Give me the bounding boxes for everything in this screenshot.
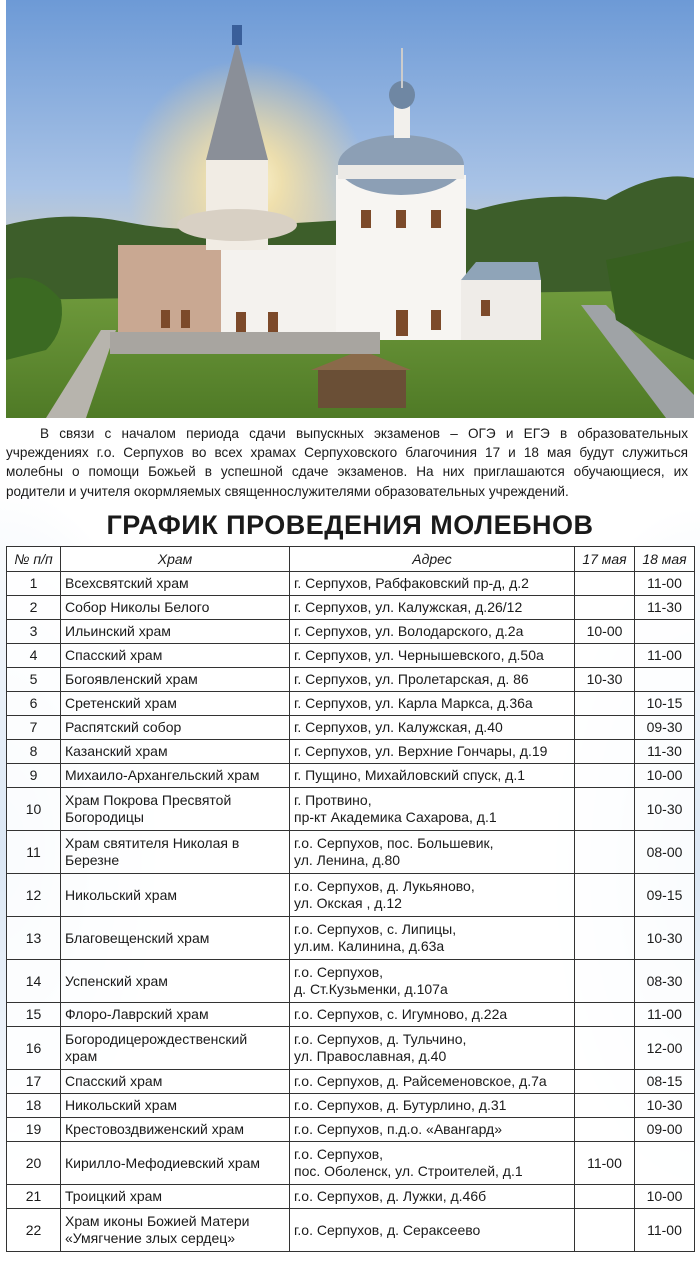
time-may17	[575, 1118, 635, 1142]
table-row	[7, 644, 695, 668]
row-number: 12	[7, 874, 61, 917]
table-row	[7, 1118, 695, 1142]
header-church: Храм	[61, 547, 290, 572]
church-address: г.о. Серпухов, с. Игумново, д.22а	[290, 1003, 575, 1027]
time-may17: 11-00	[575, 1142, 635, 1185]
church-address: г.о. Серпухов, п.д.о. «Авангард»	[290, 1118, 575, 1142]
intro-paragraph: В связи с началом периода сдачи выпускных экзаменов – ОГЭ и ЕГЭ в образовательных учреждениях г.о. Серпухов во всех храмах Серпуховского благочиния 17 и 18 мая будут служиться молебны о помощи Божьей в успешной сдаче экзаменов. На них приглашаются обучающиеся, их родители и учителя окормляемых священнослужителями образовательных учреждений.	[6, 426, 688, 499]
table-row	[7, 692, 695, 716]
church-photo	[6, 0, 694, 418]
time-may18: 10-00	[635, 1185, 695, 1209]
table-row	[7, 917, 695, 960]
row-number: 16	[7, 1027, 61, 1070]
church-address: г.о. Серпухов, д. Бутурлино, д.31	[290, 1094, 575, 1118]
row-number: 1	[7, 572, 61, 596]
church-name: Богоявленский храм	[61, 668, 290, 692]
church-address: г.о. Серпухов, д. Сераксеево	[290, 1209, 575, 1252]
time-may18: 08-15	[635, 1070, 695, 1094]
church-name: Храм иконы Божией Матери «Умягчение злых сердец»	[61, 1209, 290, 1252]
church-address: г. Серпухов, ул. Пролетарская, д. 86	[290, 668, 575, 692]
table-row	[7, 740, 695, 764]
time-may17	[575, 1209, 635, 1252]
row-number: 4	[7, 644, 61, 668]
time-may17	[575, 874, 635, 917]
time-may18	[635, 1142, 695, 1185]
church-name: Всехсвятский храм	[61, 572, 290, 596]
time-may18: 10-30	[635, 788, 695, 831]
time-may17	[575, 917, 635, 960]
table-row	[7, 831, 695, 874]
time-may17	[575, 596, 635, 620]
time-may18: 09-30	[635, 716, 695, 740]
table-row	[7, 596, 695, 620]
time-may17	[575, 1027, 635, 1070]
table-row	[7, 874, 695, 917]
church-name: Флоро-Лаврский храм	[61, 1003, 290, 1027]
time-may17	[575, 572, 635, 596]
table-row	[7, 1185, 695, 1209]
church-address: г. Серпухов, ул. Калужская, д.40	[290, 716, 575, 740]
church-address: г.о. Серпухов, пос. Большевик, ул. Ленина, д.80	[290, 831, 575, 874]
church-address: г.о. Серпухов, д. Лужки, д.46б	[290, 1185, 575, 1209]
time-may17	[575, 692, 635, 716]
time-may17	[575, 1094, 635, 1118]
table-row	[7, 1142, 695, 1185]
church-name: Спасский храм	[61, 644, 290, 668]
time-may18: 10-30	[635, 917, 695, 960]
church-name: Михаило-Архангельский храм	[61, 764, 290, 788]
church-address: г. Серпухов, Рабфаковский пр-д, д.2	[290, 572, 575, 596]
time-may18: 10-00	[635, 764, 695, 788]
church-name: Крестовоздвиженский храм	[61, 1118, 290, 1142]
table-row	[7, 764, 695, 788]
church-name: Троицкий храм	[61, 1185, 290, 1209]
row-number: 15	[7, 1003, 61, 1027]
church-address: г. Серпухов, ул. Верхние Гончары, д.19	[290, 740, 575, 764]
time-may18: 08-00	[635, 831, 695, 874]
time-may18: 11-00	[635, 1003, 695, 1027]
table-header-row	[7, 547, 695, 572]
table-row	[7, 1003, 695, 1027]
schedule-title: ГРАФИК ПРОВЕДЕНИЯ МОЛЕБНОВ	[106, 510, 594, 540]
time-may18: 10-30	[635, 1094, 695, 1118]
row-number: 8	[7, 740, 61, 764]
row-number: 9	[7, 764, 61, 788]
church-address: г. Протвино, пр-кт Академика Сахарова, д.1	[290, 788, 575, 831]
row-number: 6	[7, 692, 61, 716]
church-name: Храм Покрова Пресвятой Богородицы	[61, 788, 290, 831]
header-may18: 18 мая	[635, 547, 695, 572]
time-may18: 12-00	[635, 1027, 695, 1070]
church-address: г. Серпухов, ул. Чернышевского, д.50а	[290, 644, 575, 668]
time-may17	[575, 1003, 635, 1027]
row-number: 22	[7, 1209, 61, 1252]
time-may17	[575, 716, 635, 740]
church-name: Успенский храм	[61, 960, 290, 1003]
time-may17	[575, 764, 635, 788]
church-address: г.о. Серпухов, с. Липицы, ул.им. Калинина, д.63а	[290, 917, 575, 960]
church-name: Собор Николы Белого	[61, 596, 290, 620]
time-may18	[635, 620, 695, 644]
church-name: Благовещенский храм	[61, 917, 290, 960]
row-number: 13	[7, 917, 61, 960]
church-address: г. Пущино, Михайловский спуск, д.1	[290, 764, 575, 788]
time-may17: 10-00	[575, 620, 635, 644]
time-may18	[635, 668, 695, 692]
church-address: г.о. Серпухов, д. Тульчино, ул. Православная, д.40	[290, 1027, 575, 1070]
table-row	[7, 960, 695, 1003]
time-may18: 11-30	[635, 596, 695, 620]
header-address: Адрес	[290, 547, 575, 572]
church-name: Храм святителя Николая в Березне	[61, 831, 290, 874]
church-name: Кирилло-Мефодиевский храм	[61, 1142, 290, 1185]
church-address: г. Серпухов, ул. Калужская, д.26/12	[290, 596, 575, 620]
church-name: Никольский храм	[61, 874, 290, 917]
row-number: 10	[7, 788, 61, 831]
time-may17: 10-30	[575, 668, 635, 692]
row-number: 3	[7, 620, 61, 644]
church-name: Казанский храм	[61, 740, 290, 764]
time-may17	[575, 788, 635, 831]
row-number: 7	[7, 716, 61, 740]
row-number: 5	[7, 668, 61, 692]
table-row	[7, 788, 695, 831]
table-row	[7, 668, 695, 692]
row-number: 21	[7, 1185, 61, 1209]
row-number: 20	[7, 1142, 61, 1185]
row-number: 17	[7, 1070, 61, 1094]
time-may17	[575, 1070, 635, 1094]
time-may17	[575, 740, 635, 764]
table-row	[7, 1070, 695, 1094]
time-may18: 10-15	[635, 692, 695, 716]
row-number: 11	[7, 831, 61, 874]
church-name: Распятский собор	[61, 716, 290, 740]
time-may18: 11-00	[635, 644, 695, 668]
table-row	[7, 1094, 695, 1118]
row-number: 19	[7, 1118, 61, 1142]
church-name: Ильинский храм	[61, 620, 290, 644]
church-name: Богородицерождественский храм	[61, 1027, 290, 1070]
time-may18: 11-00	[635, 1209, 695, 1252]
time-may17	[575, 1185, 635, 1209]
table-row	[7, 620, 695, 644]
schedule-table	[6, 546, 695, 1252]
church-address: г.о. Серпухов, д. Райсеменовское, д.7а	[290, 1070, 575, 1094]
time-may17	[575, 960, 635, 1003]
row-number: 14	[7, 960, 61, 1003]
time-may17	[575, 644, 635, 668]
church-address: г.о. Серпухов, пос. Оболенск, ул. Строителей, д.1	[290, 1142, 575, 1185]
time-may18: 09-15	[635, 874, 695, 917]
header-num: № п/п	[7, 547, 61, 572]
row-number: 2	[7, 596, 61, 620]
church-address: г.о. Серпухов, д. Ст.Кузьменки, д.107а	[290, 960, 575, 1003]
table-row	[7, 1209, 695, 1252]
table-row	[7, 1027, 695, 1070]
time-may18: 08-30	[635, 960, 695, 1003]
church-name: Сретенский храм	[61, 692, 290, 716]
row-number: 18	[7, 1094, 61, 1118]
table-row	[7, 716, 695, 740]
church-address: г. Серпухов, ул. Володарского, д.2а	[290, 620, 575, 644]
church-name: Никольский храм	[61, 1094, 290, 1118]
church-address: г.о. Серпухов, д. Лукьяново, ул. Окская , д.12	[290, 874, 575, 917]
header-may17: 17 мая	[575, 547, 635, 572]
church-name: Спасский храм	[61, 1070, 290, 1094]
table-row	[7, 572, 695, 596]
time-may18: 11-00	[635, 572, 695, 596]
church-address: г. Серпухов, ул. Карла Маркса, д.36а	[290, 692, 575, 716]
time-may18: 11-30	[635, 740, 695, 764]
time-may18: 09-00	[635, 1118, 695, 1142]
time-may17	[575, 831, 635, 874]
